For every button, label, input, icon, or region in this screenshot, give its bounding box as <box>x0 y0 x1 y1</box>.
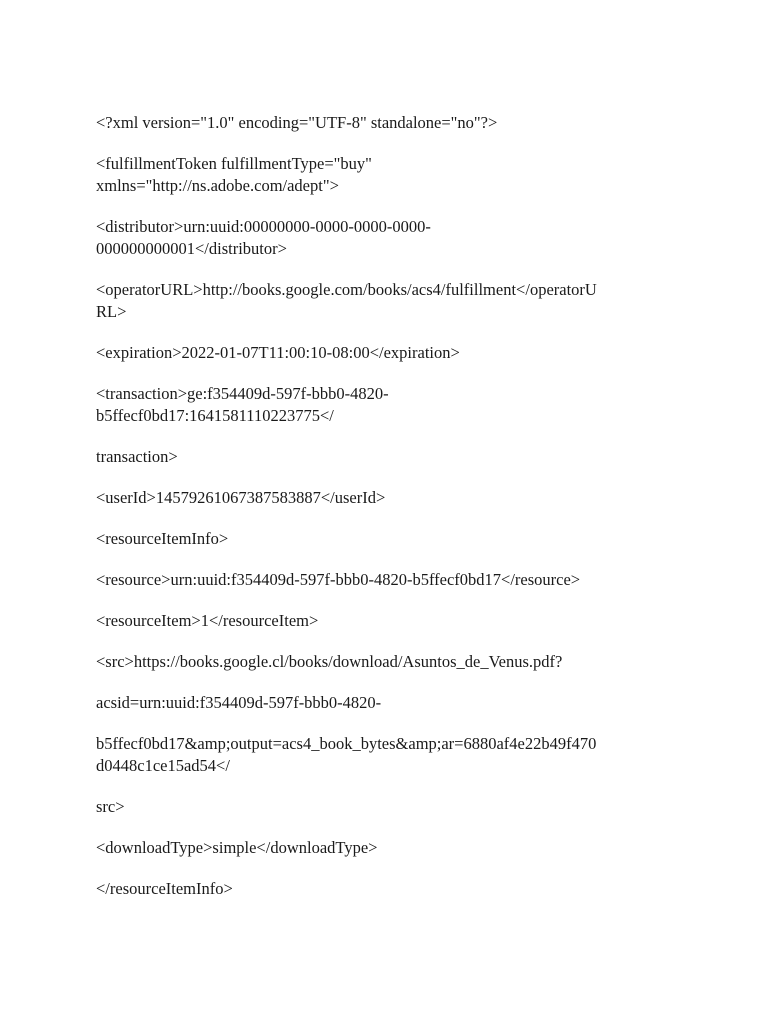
text-line: <downloadType>simple</downloadType> <box>96 838 378 857</box>
text-line: <userId>14579261067387583887</userId> <box>96 488 386 507</box>
text-line: b5ffecf0bd17:1641581110223775</ <box>96 406 334 425</box>
text-line: <resourceItem>1</resourceItem> <box>96 611 319 630</box>
paragraph-src <box>96 651 686 673</box>
text-line: transaction> <box>96 447 178 466</box>
text-line: RL> <box>96 302 127 321</box>
text-line: src> <box>96 797 125 816</box>
paragraph-user-id <box>96 487 686 509</box>
text-line: xmlns="http://ns.adobe.com/adept"> <box>96 176 339 195</box>
text-line: <operatorURL>http://books.google.com/books/acs4/fulfillment</operatorU <box>96 280 597 299</box>
text-line: <fulfillmentToken fulfillmentType="buy" <box>96 154 372 173</box>
paragraph-src-params <box>96 733 686 777</box>
text-line: 000000000001</distributor> <box>96 239 287 258</box>
paragraph-operator-url <box>96 279 686 323</box>
text-line: <resource>urn:uuid:f354409d-597f-bbb0-4820-b5ffecf0bd17</resource> <box>96 570 581 589</box>
text-line: d0448c1ce15ad54</ <box>96 756 230 775</box>
text-line: <distributor>urn:uuid:00000000-0000-0000-0000- <box>96 217 431 236</box>
paragraph-acsid <box>96 692 686 714</box>
paragraph-src-close <box>96 796 686 818</box>
text-line: <expiration>2022-01-07T11:00:10-08:00</expiration> <box>96 343 460 362</box>
paragraph-fulfillment-token <box>96 153 686 197</box>
text-line: <src>https://books.google.cl/books/download/Asuntos_de_Venus.pdf? <box>96 652 563 671</box>
paragraph-transaction <box>96 383 686 427</box>
paragraph-distributor <box>96 216 686 260</box>
text-line: b5ffecf0bd17&amp;output=acs4_book_bytes&amp;ar=6880af4e22b49f470 <box>96 734 597 753</box>
paragraph-resource-item <box>96 610 686 632</box>
document-body <box>96 112 686 919</box>
paragraph-resource-item-info-close <box>96 878 686 900</box>
paragraph-download-type <box>96 837 686 859</box>
text-line: <resourceItemInfo> <box>96 529 229 548</box>
paragraph-resource <box>96 569 686 591</box>
paragraph-xml-declaration <box>96 112 686 134</box>
paragraph-transaction-close <box>96 446 686 468</box>
text-line: acsid=urn:uuid:f354409d-597f-bbb0-4820- <box>96 693 382 712</box>
text-line: <?xml version="1.0" encoding="UTF-8" standalone="no"?> <box>96 113 498 132</box>
paragraph-resource-item-info <box>96 528 686 550</box>
text-line: </resourceItemInfo> <box>96 879 233 898</box>
paragraph-expiration <box>96 342 686 364</box>
text-line: <transaction>ge:f354409d-597f-bbb0-4820- <box>96 384 389 403</box>
